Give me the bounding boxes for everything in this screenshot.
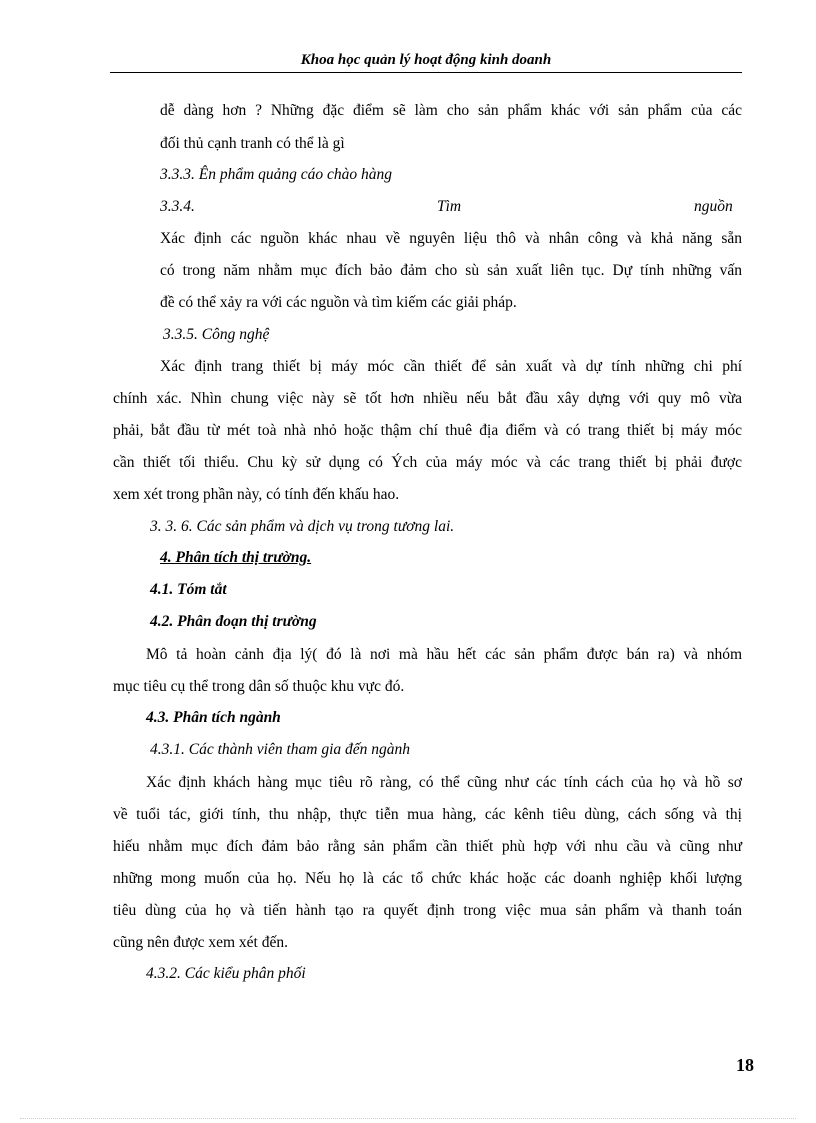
paragraph-line: về tuổi tác, giới tính, thu nhập, thực tiễn mua hàng, các kênh tiêu dùng, cách sống và thị bbox=[113, 806, 742, 823]
section-heading-3-3-6: 3. 3. 6. Các sản phẩm và dịch vụ trong tương lai. bbox=[150, 518, 455, 535]
paragraph-line: cũng nên được xem xét đến. bbox=[113, 934, 288, 951]
paragraph-line: Mô tả hoàn cảnh địa lý( đó là nơi mà hầu hết các sản phẩm được bán ra) và nhóm bbox=[146, 646, 742, 663]
paragraph-line: Xác định trang thiết bị máy móc cần thiết để sản xuất và dự tính những chi phí bbox=[160, 358, 742, 375]
paragraph-line: đối thủ cạnh tranh có thể là gì bbox=[160, 135, 345, 152]
paragraph-line: dễ dàng hơn ? Những đặc điểm sẽ làm cho sản phẩm khác với sản phẩm của các bbox=[160, 102, 742, 119]
paragraph-line: cần thiết tối thiểu. Chu kỳ sử dụng có Ých của máy móc và các trang thiết bị phải được bbox=[113, 454, 742, 471]
paragraph-line: Xác định khách hàng mục tiêu rõ ràng, có thể cũng như các tính cách của họ và hồ sơ bbox=[146, 774, 742, 791]
paragraph-line: Xác định các nguồn khác nhau về nguyên liệu thô và nhân công và khả năng sẵn bbox=[160, 230, 742, 247]
paragraph-line: có trong năm nhằm mục đích bảo đảm cho sù sản xuất liên tục. Dự tính những vấn bbox=[160, 262, 742, 279]
paragraph-line: xem xét trong phần này, có tính đến khấu hao. bbox=[113, 486, 400, 503]
paragraph-line: mục tiêu cụ thể trong dân số thuộc khu vực đó. bbox=[113, 678, 405, 695]
paragraph-line: tiêu dùng của họ và tiến hành tạo ra quyết định trong việc mua sản phẩm và thanh toán bbox=[113, 902, 742, 919]
section-heading-3-3-3: 3.3.3. Ên phẩm quảng cáo chào hàng bbox=[160, 166, 393, 183]
section-heading-4-1: 4.1. Tóm tắt bbox=[150, 581, 227, 598]
paragraph-line: đề có thể xảy ra với các nguồn và tìm kiếm các giải pháp. bbox=[160, 294, 517, 311]
paragraph-line: phải, bắt đầu từ mét toà nhà nhỏ hoặc thậm chí thuê địa điểm và có trang thiết bị máy móc bbox=[113, 422, 742, 439]
section-heading-4-3-2: 4.3.2. Các kiểu phân phối bbox=[146, 965, 306, 982]
page-bottom-border bbox=[20, 1118, 796, 1119]
section-heading-3-3-5: 3.3.5. Công nghệ bbox=[163, 326, 270, 343]
section-heading-4-3: 4.3. Phân tích ngành bbox=[146, 709, 281, 726]
section-heading-4: 4. Phân tích thị trường. bbox=[160, 549, 312, 566]
section-heading-3-3-4-number: 3.3.4. bbox=[160, 198, 195, 215]
header-divider bbox=[110, 72, 742, 73]
paragraph-line: những mong muốn của họ. Nếu họ là các tổ chức khác hoặc các doanh nghiệp khối lượng bbox=[113, 870, 742, 887]
section-heading-3-3-4-word-2: nguồn bbox=[694, 198, 733, 215]
paragraph-line: chính xác. Nhìn chung việc này sẽ tốt hơn nhiều nếu bắt đầu xây dựng với quy mô vừa bbox=[113, 390, 742, 407]
section-heading-3-3-4-word-1: Tìm bbox=[437, 198, 462, 215]
section-heading-4-3-1: 4.3.1. Các thành viên tham gia đến ngành bbox=[150, 741, 411, 758]
page-number: 18 bbox=[736, 1055, 754, 1075]
section-heading-4-2: 4.2. Phân đoạn thị trường bbox=[150, 613, 317, 630]
paragraph-line: hiếu nhằm mục đích đảm bảo rằng sản phẩm cần thiết phù hợp với nhu cầu và cũng như bbox=[113, 838, 742, 855]
page-header-title: Khoa học quản lý hoạt động kinh doanh bbox=[300, 52, 552, 68]
